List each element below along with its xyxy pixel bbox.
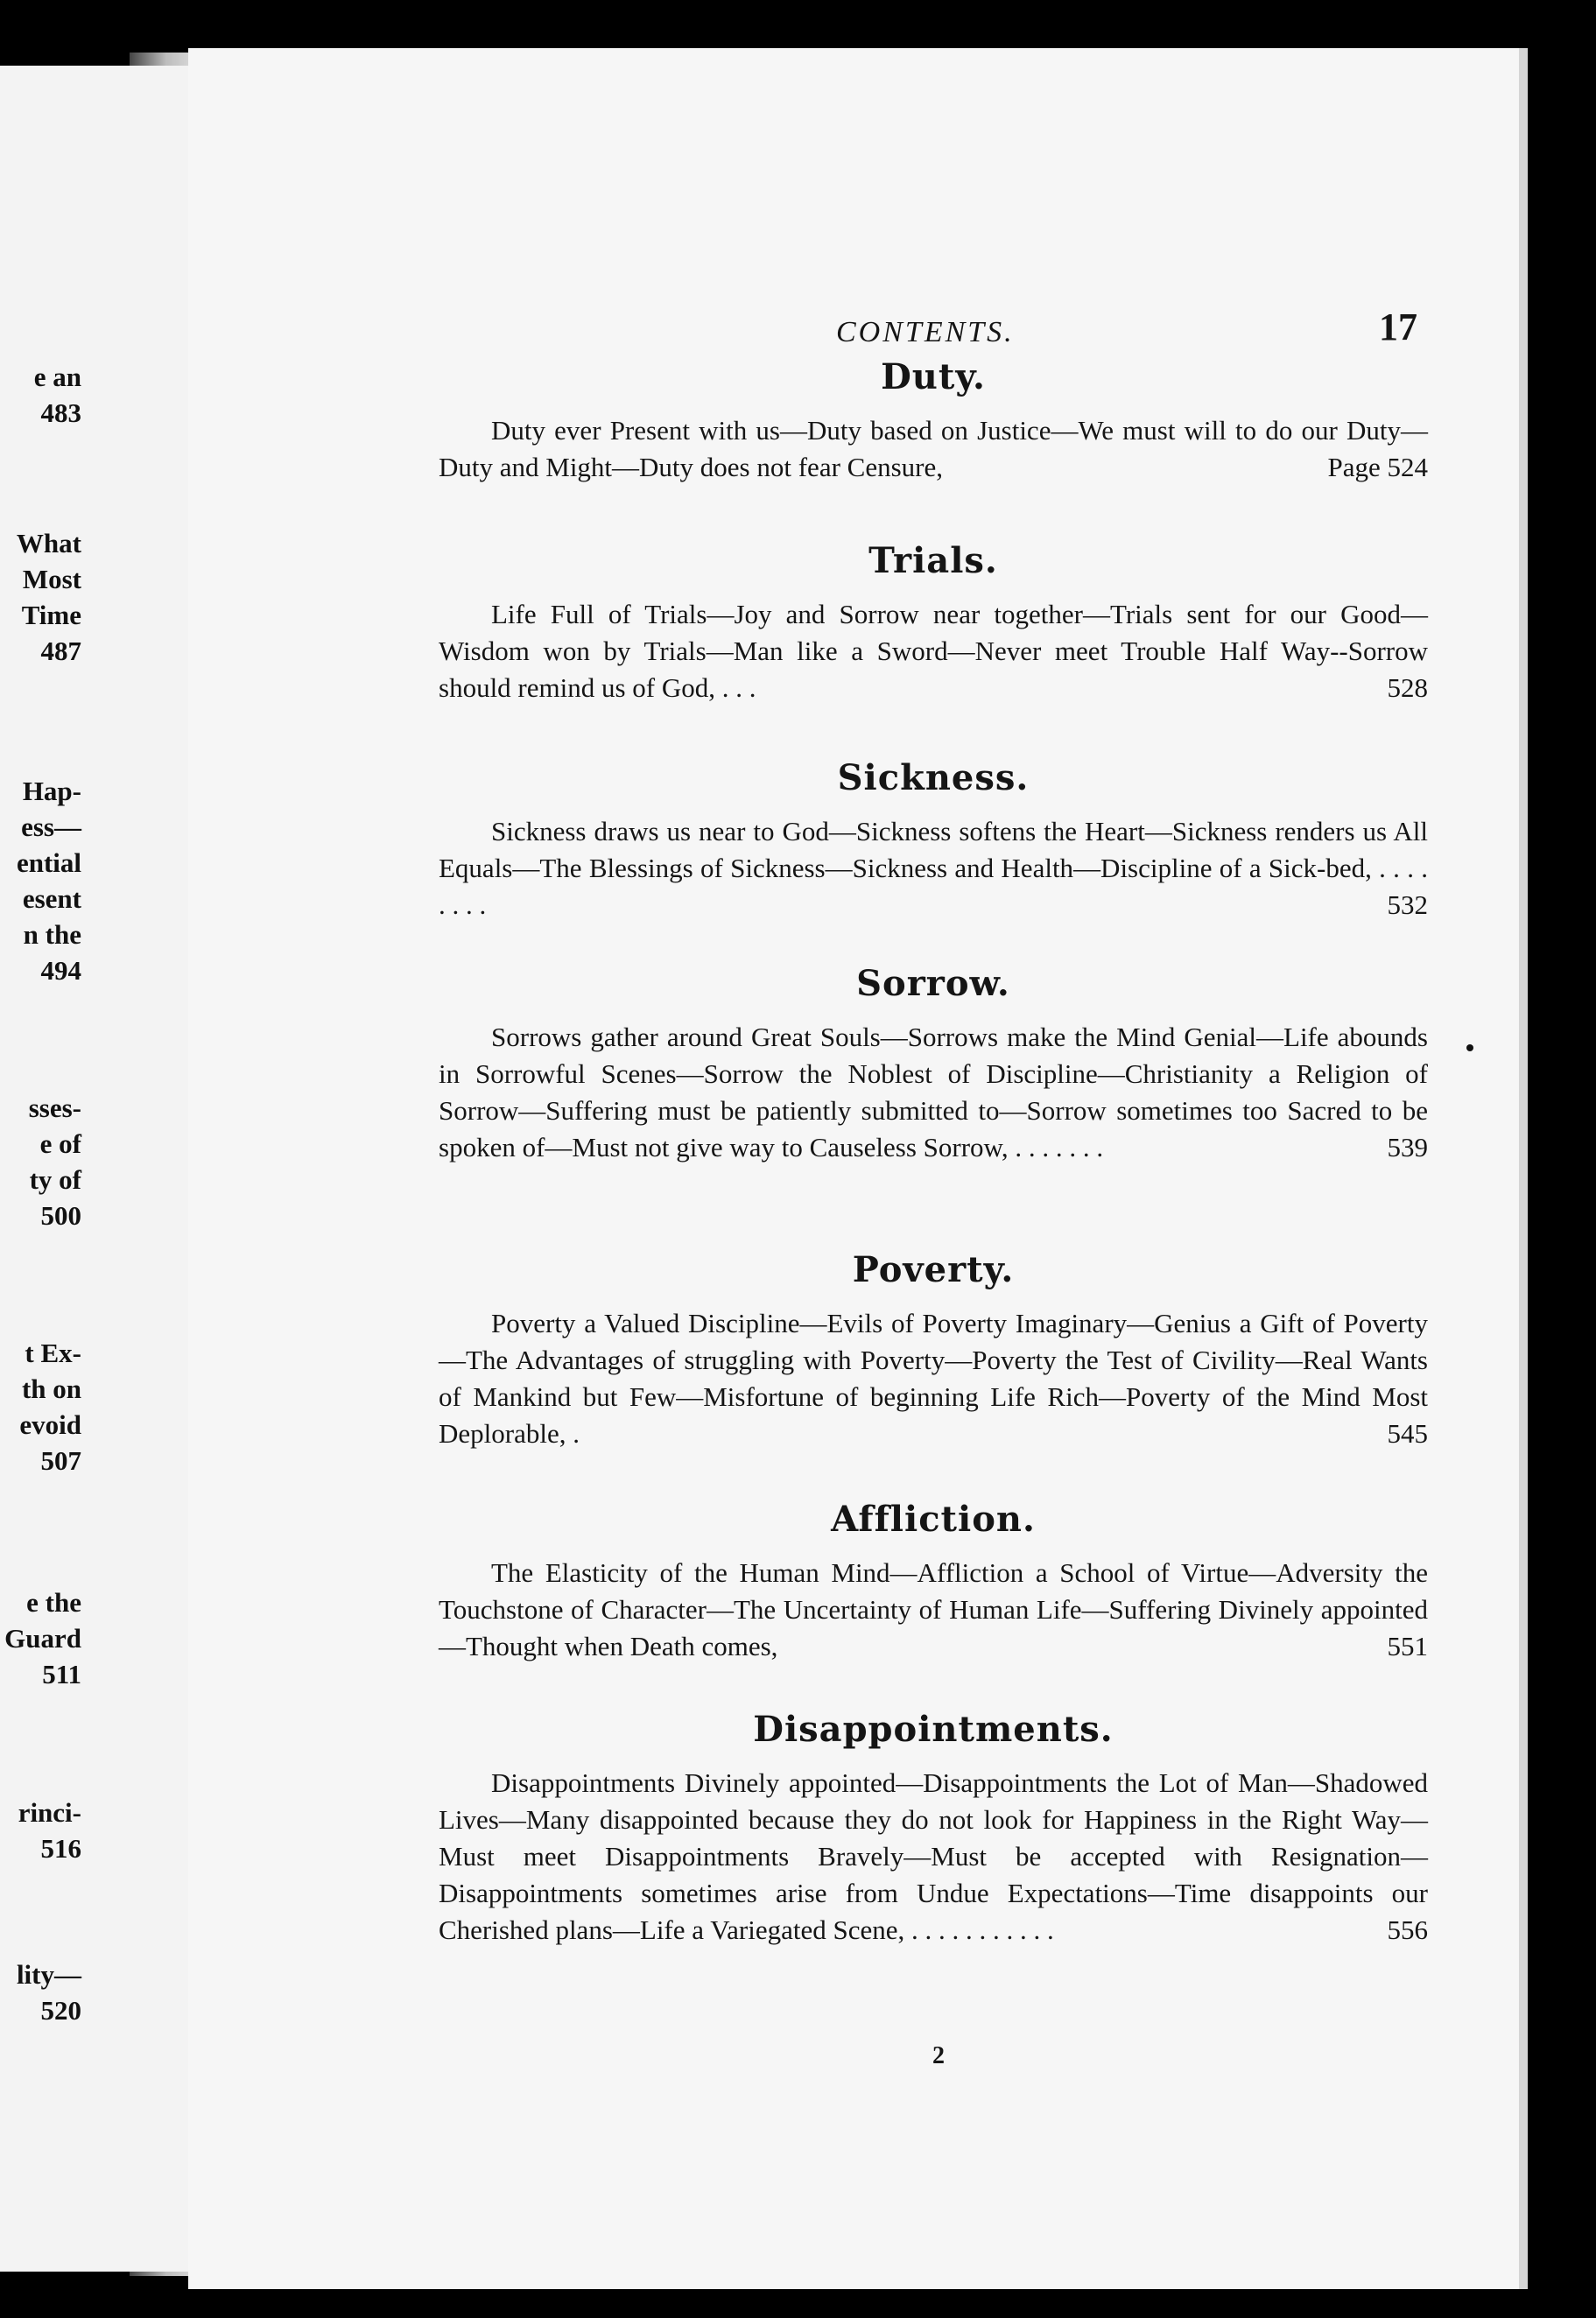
section-summary: Duty ever Present with us—Duty based on Justice—We must will to do our Duty—Duty and Might—Duty does not fear Censure, (439, 415, 1428, 482)
section-text (439, 596, 1428, 706)
section-title: Poverty. (852, 1249, 1015, 1290)
section-summary: Sorrows gather around Great Souls—Sorrows make the Mind Genial—Life abounds in Sorrowful Scenes—Sorrow the Noblest of Discipline—Christianity a Religion of Sorrow—Suffering must be patiently submitted to—Sorrow sometimes too Sacred to be spoken of—Must not give way to Causeless Sorrow, . . . . . . . (439, 1022, 1428, 1163)
section-summary: Poverty a Valued Discipline—Evils of Poverty Imaginary—Genius a Gift of Poverty—The Advantages of struggling with Poverty—Poverty the Test of Civility—Real Wants of Mankind but Few—Misfortune of beginning Life Rich—Poverty of the Mind Most Deplorable, . (439, 1308, 1428, 1449)
section-text (439, 1019, 1428, 1166)
left-fragment: rinci- 516 (18, 1797, 81, 1864)
running-title: CONTENTS. (836, 316, 1015, 348)
left-fragment: sses- e of ty of 500 (28, 1092, 81, 1231)
section-summary: Life Full of Trials—Joy and Sorrow near together—Trials sent for our Good—Wisdom won by Trials—Man like a Sword—Never meet Trouble Half Way--Sorrow should remind us of God, . . . (439, 599, 1428, 703)
section-summary: The Elasticity of the Human Mind—Affliction a School of Virtue—Adversity the Touchstone of Character—The Uncertainty of Human Life—Suffering Divinely appointed—Thought when Death comes, (439, 1557, 1428, 1661)
page-edge (1519, 48, 1528, 2289)
page-number: 17 (1379, 306, 1417, 348)
left-fragment: e an 483 (33, 362, 81, 428)
section-title: Affliction. (831, 1499, 1036, 1540)
section-text (439, 1305, 1428, 1452)
print-speck (1466, 1044, 1473, 1051)
left-fragment: lity— 520 (16, 1959, 81, 2026)
section-title: Sorrow. (856, 963, 1010, 1004)
section-sickness (439, 755, 1428, 924)
section-text (439, 412, 1428, 486)
section-affliction (439, 1497, 1428, 1665)
section-title: Trials. (868, 540, 998, 581)
section-disappointments (439, 1707, 1428, 1949)
signature-mark: 2 (932, 2042, 945, 2069)
section-page: 539 (1387, 1132, 1428, 1163)
left-page-fragment (0, 66, 188, 2272)
contents-page (188, 48, 1519, 2289)
section-poverty (439, 1247, 1428, 1452)
left-fragment: Hap- ess— ential esent n the 494 (16, 776, 81, 986)
section-summary: Disappointments Divinely appointed—Disappointments the Lot of Man—Shadowed Lives—Many disappointed because they do not look for Happiness in the Right Way—Must meet Disappointments Bravely—Must be accepted with Resignation—Disappointments sometimes arise from Undue Expectations—Time disappoints our Cherished plans—Life a Variegated Scene, . . . . . . . . . . . (439, 1767, 1428, 1945)
left-fragment: What Most Time 487 (16, 528, 81, 666)
section-title: Duty. (881, 356, 986, 397)
section-summary: Sickness draws us near to God—Sickness softens the Heart—Sickness renders us All Equals—The Blessings of Sickness—Sickness and Health—Discipline of a Sick-bed, . . . . . . . . (439, 816, 1428, 920)
section-page: 532 (1387, 889, 1428, 920)
section-text (439, 813, 1428, 924)
section-trials (439, 538, 1428, 706)
section-page: 556 (1387, 1914, 1428, 1945)
section-title: Sickness. (837, 757, 1030, 798)
section-text (439, 1765, 1428, 1949)
section-page: 545 (1387, 1418, 1428, 1449)
section-page: 528 (1387, 672, 1428, 703)
section-sorrow (439, 961, 1428, 1166)
running-head (643, 256, 1519, 348)
section-text (439, 1555, 1428, 1665)
section-page: Page 524 (1327, 452, 1428, 482)
section-duty (439, 355, 1428, 486)
section-page: 551 (1387, 1631, 1428, 1661)
section-title: Disappointments. (753, 1709, 1114, 1750)
left-fragment: e the Guard 511 (4, 1587, 81, 1689)
left-fragment: t Ex- th on evoid 507 (19, 1338, 81, 1476)
